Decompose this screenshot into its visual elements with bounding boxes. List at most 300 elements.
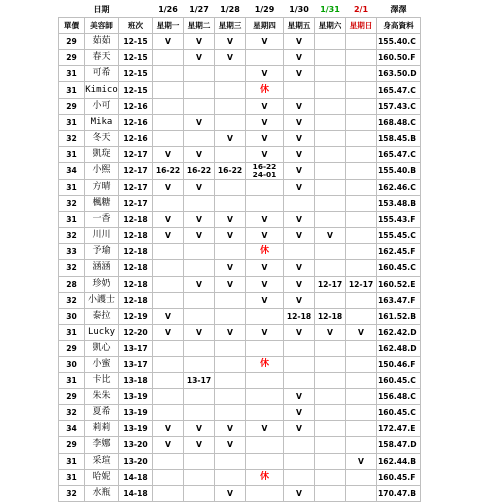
day-cell (153, 276, 184, 292)
day-cell (246, 196, 284, 212)
info-cell: 158.45.B (377, 130, 421, 146)
shift-cell: 13-19 (119, 421, 153, 437)
day-cell: 16-22 24-01 (246, 162, 284, 179)
day-cell (184, 244, 215, 260)
day-cell (346, 340, 377, 356)
day-cell (215, 308, 246, 324)
day-cell (153, 453, 184, 469)
price-cell: 32 (59, 292, 85, 308)
price-cell: 33 (59, 244, 85, 260)
day-cell (153, 98, 184, 114)
therapist-name: 涵涵 (85, 260, 119, 276)
therapist-name: 夏希 (85, 405, 119, 421)
day-cell: V (284, 179, 315, 195)
table-row (59, 130, 421, 146)
day-cell (346, 50, 377, 66)
day-cell: 休 (246, 82, 284, 98)
day-cell (215, 114, 246, 130)
day-cell: V (184, 114, 215, 130)
day-cell (315, 260, 346, 276)
class-header: 班次 (119, 18, 153, 34)
day-cell: V (215, 260, 246, 276)
day-cell: V (246, 212, 284, 228)
price-cell: 31 (59, 469, 85, 485)
price-cell: 29 (59, 437, 85, 453)
price-cell: 29 (59, 340, 85, 356)
day-cell (215, 292, 246, 308)
day-cell (346, 469, 377, 485)
therapist-name: 方晴 (85, 179, 119, 195)
day-cell (246, 485, 284, 501)
price-cell: 32 (59, 485, 85, 501)
day-cell (346, 244, 377, 260)
shift-cell: 12-18 (119, 260, 153, 276)
therapist-name: 茹茹 (85, 34, 119, 50)
day-cell (153, 50, 184, 66)
day-cell (153, 485, 184, 501)
day-cell (215, 82, 246, 98)
shift-cell: 12-15 (119, 34, 153, 50)
day-cell (315, 453, 346, 469)
day-cell (315, 146, 346, 162)
info-cell: 168.48.C (377, 114, 421, 130)
day-cell: V (215, 421, 246, 437)
info-cell: 160.50.F (377, 50, 421, 66)
day-cell: V (215, 437, 246, 453)
date-tue: 1/27 (184, 2, 215, 18)
day-cell: V (215, 276, 246, 292)
day-cell (346, 485, 377, 501)
table-row (59, 373, 421, 389)
therapist-name: 小護士 (85, 292, 119, 308)
day-cell: V (184, 421, 215, 437)
day-cell: V (153, 179, 184, 195)
therapist-name: 李娜 (85, 437, 119, 453)
day-cell: 13-17 (184, 373, 215, 389)
day-cell (315, 130, 346, 146)
day-cell: V (284, 50, 315, 66)
therapist-name: Mika (85, 114, 119, 130)
day-cell (215, 179, 246, 195)
day-cell: V (284, 66, 315, 82)
day-cell: V (184, 276, 215, 292)
table-row (59, 66, 421, 82)
price-cell: 31 (59, 373, 85, 389)
day-cell (184, 98, 215, 114)
shift-cell: 13-17 (119, 356, 153, 372)
day-cell (315, 196, 346, 212)
shift-cell: 12-20 (119, 324, 153, 340)
shift-cell: 14-18 (119, 485, 153, 501)
table-row (59, 146, 421, 162)
therapist-name: Kimico (85, 82, 119, 98)
day-cell (284, 356, 315, 372)
day-cell (215, 389, 246, 405)
day-cell: V (284, 260, 315, 276)
day-cell: V (284, 114, 315, 130)
therapist-name: 冬天 (85, 130, 119, 146)
day-cell (184, 196, 215, 212)
info-cell: 162.44.B (377, 453, 421, 469)
day-cell: 12-18 (284, 308, 315, 324)
table-row (59, 162, 421, 179)
day-cell (346, 146, 377, 162)
therapist-name: 采瑄 (85, 453, 119, 469)
day-cell (184, 485, 215, 501)
therapist-name: 莉莉 (85, 421, 119, 437)
day-cell (284, 244, 315, 260)
day-cell (184, 405, 215, 421)
schedule-table (58, 2, 421, 502)
therapist-name: Lucky (85, 324, 119, 340)
day-cell: V (246, 146, 284, 162)
table-row (59, 34, 421, 50)
day-cell (346, 98, 377, 114)
day-cell (315, 212, 346, 228)
therapist-name: 可希 (85, 66, 119, 82)
day-cell: V (246, 66, 284, 82)
info-header: 身高資料 (377, 18, 421, 34)
day-cell: V (184, 437, 215, 453)
price-cell: 32 (59, 260, 85, 276)
day-cell: V (284, 276, 315, 292)
day-cell (215, 340, 246, 356)
price-cell: 31 (59, 114, 85, 130)
day-cell: V (215, 324, 246, 340)
day-cell (315, 98, 346, 114)
table-row (59, 485, 421, 501)
shift-cell: 12-17 (119, 162, 153, 179)
price-cell: 29 (59, 34, 85, 50)
therapist-name: 泰拉 (85, 308, 119, 324)
day-cell (153, 373, 184, 389)
day-cell (315, 340, 346, 356)
day-cell (215, 373, 246, 389)
info-cell: 160.45.C (377, 373, 421, 389)
weekday-fri: 星期五 (284, 18, 315, 34)
day-cell: V (284, 389, 315, 405)
day-cell: V (246, 114, 284, 130)
day-cell (315, 66, 346, 82)
day-cell (184, 356, 215, 372)
weekday-sun: 星期日 (346, 18, 377, 34)
day-cell (153, 405, 184, 421)
shift-cell: 12-16 (119, 98, 153, 114)
table-row (59, 324, 421, 340)
table-row (59, 389, 421, 405)
date-sat: 1/31 (315, 2, 346, 18)
day-cell: 休 (246, 469, 284, 485)
day-cell (315, 373, 346, 389)
day-cell (346, 114, 377, 130)
day-cell (346, 292, 377, 308)
column-header-row (59, 18, 421, 34)
info-cell: 160.52.E (377, 276, 421, 292)
day-cell (184, 292, 215, 308)
table-row (59, 82, 421, 98)
name-header: 美容師 (85, 18, 119, 34)
day-cell: 16-22 (153, 162, 184, 179)
price-cell: 31 (59, 179, 85, 195)
day-cell: V (246, 421, 284, 437)
day-cell (153, 389, 184, 405)
day-cell: V (246, 260, 284, 276)
day-cell (284, 437, 315, 453)
therapist-name: 一香 (85, 212, 119, 228)
shift-cell: 12-18 (119, 228, 153, 244)
info-cell: 156.48.C (377, 389, 421, 405)
day-cell: V (153, 146, 184, 162)
table-row (59, 98, 421, 114)
day-cell (153, 292, 184, 308)
day-cell (215, 244, 246, 260)
day-cell: 12-17 (346, 276, 377, 292)
note-label: 澤澤 (377, 2, 421, 18)
day-cell: V (153, 34, 184, 50)
info-cell: 163.50.D (377, 66, 421, 82)
day-cell (215, 66, 246, 82)
day-cell (215, 98, 246, 114)
table-row (59, 276, 421, 292)
info-cell: 160.45.C (377, 405, 421, 421)
day-cell: V (215, 50, 246, 66)
shift-cell: 12-18 (119, 212, 153, 228)
day-cell (215, 196, 246, 212)
day-cell: 16-22 (184, 162, 215, 179)
therapist-name: 凱心 (85, 340, 119, 356)
price-cell: 29 (59, 389, 85, 405)
day-cell (246, 50, 284, 66)
therapist-name: 春天 (85, 50, 119, 66)
shift-cell: 12-18 (119, 292, 153, 308)
info-cell: 165.47.C (377, 146, 421, 162)
day-cell: V (284, 34, 315, 50)
day-cell (346, 66, 377, 82)
day-cell: V (215, 34, 246, 50)
day-cell (346, 212, 377, 228)
day-cell (346, 34, 377, 50)
shift-cell: 12-17 (119, 179, 153, 195)
day-cell (346, 228, 377, 244)
day-cell: V (315, 228, 346, 244)
day-cell (153, 356, 184, 372)
day-cell (284, 340, 315, 356)
day-cell (215, 469, 246, 485)
shift-cell: 13-19 (119, 389, 153, 405)
weekday-sat: 星期六 (315, 18, 346, 34)
info-cell: 163.47.F (377, 292, 421, 308)
price-cell: 29 (59, 50, 85, 66)
info-cell: 161.52.B (377, 308, 421, 324)
price-cell: 32 (59, 196, 85, 212)
day-cell (346, 437, 377, 453)
day-cell (346, 373, 377, 389)
shift-cell: 12-17 (119, 196, 153, 212)
info-cell: 160.45.F (377, 469, 421, 485)
day-cell (346, 356, 377, 372)
shift-cell: 12-16 (119, 130, 153, 146)
table-row (59, 114, 421, 130)
info-cell: 155.43.F (377, 212, 421, 228)
shift-cell: 12-15 (119, 82, 153, 98)
day-cell: V (215, 485, 246, 501)
table-row (59, 421, 421, 437)
day-cell: V (246, 98, 284, 114)
day-cell (315, 485, 346, 501)
day-cell (215, 405, 246, 421)
price-cell: 32 (59, 405, 85, 421)
day-cell: V (284, 212, 315, 228)
day-cell (215, 146, 246, 162)
day-cell (315, 244, 346, 260)
therapist-name: 小可 (85, 98, 119, 114)
day-cell: V (246, 276, 284, 292)
day-cell (215, 356, 246, 372)
day-cell (246, 453, 284, 469)
day-cell: V (284, 421, 315, 437)
shift-cell: 13-19 (119, 405, 153, 421)
table-row (59, 179, 421, 195)
therapist-name: 楓糖 (85, 196, 119, 212)
day-cell: V (284, 146, 315, 162)
day-cell (184, 82, 215, 98)
price-cell: 31 (59, 66, 85, 82)
day-cell: V (184, 212, 215, 228)
day-cell (346, 421, 377, 437)
table-row (59, 292, 421, 308)
day-cell (346, 308, 377, 324)
table-row (59, 356, 421, 372)
therapist-name: 凱琁 (85, 146, 119, 162)
shift-cell: 12-19 (119, 308, 153, 324)
day-cell (246, 308, 284, 324)
info-cell: 155.40.C (377, 34, 421, 50)
price-cell: 34 (59, 421, 85, 437)
price-cell: 29 (59, 98, 85, 114)
price-cell: 28 (59, 276, 85, 292)
day-cell: V (284, 485, 315, 501)
price-cell: 31 (59, 82, 85, 98)
shift-cell: 12-15 (119, 66, 153, 82)
day-cell (246, 389, 284, 405)
day-cell: V (284, 405, 315, 421)
table-row (59, 469, 421, 485)
day-cell (346, 82, 377, 98)
day-cell (315, 405, 346, 421)
date-header-row (59, 2, 421, 18)
table-row (59, 453, 421, 469)
day-cell: 休 (246, 356, 284, 372)
weekday-wed: 星期三 (215, 18, 246, 34)
shift-cell: 12-18 (119, 244, 153, 260)
price-cell: 31 (59, 453, 85, 469)
day-cell: V (215, 130, 246, 146)
table-row (59, 437, 421, 453)
therapist-name: 小熙 (85, 162, 119, 179)
day-cell: V (246, 130, 284, 146)
day-cell (246, 340, 284, 356)
day-cell (315, 421, 346, 437)
day-cell: V (246, 292, 284, 308)
weekday-thu: 星期四 (246, 18, 284, 34)
shift-cell: 13-20 (119, 437, 153, 453)
therapist-name: 川川 (85, 228, 119, 244)
date-label: 日期 (85, 2, 119, 18)
day-cell: 16-22 (215, 162, 246, 179)
day-cell: 休 (246, 244, 284, 260)
day-cell (153, 196, 184, 212)
day-cell: V (215, 212, 246, 228)
therapist-name: 予瑜 (85, 244, 119, 260)
day-cell: V (153, 421, 184, 437)
day-cell (153, 130, 184, 146)
info-cell: 162.42.D (377, 324, 421, 340)
info-cell: 165.47.C (377, 82, 421, 98)
day-cell (153, 340, 184, 356)
day-cell: V (246, 34, 284, 50)
price-cell: 31 (59, 212, 85, 228)
day-cell: V (153, 324, 184, 340)
table-row (59, 212, 421, 228)
day-cell: V (184, 228, 215, 244)
weekday-mon: 星期一 (153, 18, 184, 34)
day-cell: V (284, 324, 315, 340)
day-cell (284, 453, 315, 469)
day-cell (315, 82, 346, 98)
day-cell (346, 162, 377, 179)
date-fri: 1/30 (284, 2, 315, 18)
day-cell (315, 469, 346, 485)
info-cell: 150.46.F (377, 356, 421, 372)
price-header: 單價 (59, 18, 85, 34)
day-cell (315, 179, 346, 195)
day-cell (315, 34, 346, 50)
day-cell: V (284, 228, 315, 244)
therapist-name: 卡比 (85, 373, 119, 389)
day-cell (184, 340, 215, 356)
day-cell (246, 437, 284, 453)
day-cell: V (153, 308, 184, 324)
day-cell: V (246, 228, 284, 244)
day-cell (184, 66, 215, 82)
day-cell (346, 389, 377, 405)
therapist-name: 朱朱 (85, 389, 119, 405)
day-cell: V (215, 228, 246, 244)
table-row (59, 260, 421, 276)
day-cell: V (284, 162, 315, 179)
price-cell: 34 (59, 162, 85, 179)
shift-cell: 13-20 (119, 453, 153, 469)
day-cell (246, 373, 284, 389)
day-cell (315, 292, 346, 308)
day-cell (153, 244, 184, 260)
shift-cell: 13-17 (119, 340, 153, 356)
shift-cell: 12-16 (119, 114, 153, 130)
day-cell: V (153, 437, 184, 453)
day-cell (153, 260, 184, 276)
day-cell (346, 196, 377, 212)
date-thu: 1/29 (246, 2, 284, 18)
info-cell: 157.43.C (377, 98, 421, 114)
day-cell: V (184, 50, 215, 66)
day-cell (215, 453, 246, 469)
shift-cell: 14-18 (119, 469, 153, 485)
price-cell: 30 (59, 308, 85, 324)
price-cell: 31 (59, 146, 85, 162)
therapist-name: 哈妮 (85, 469, 119, 485)
table-row (59, 196, 421, 212)
day-cell: V (184, 324, 215, 340)
